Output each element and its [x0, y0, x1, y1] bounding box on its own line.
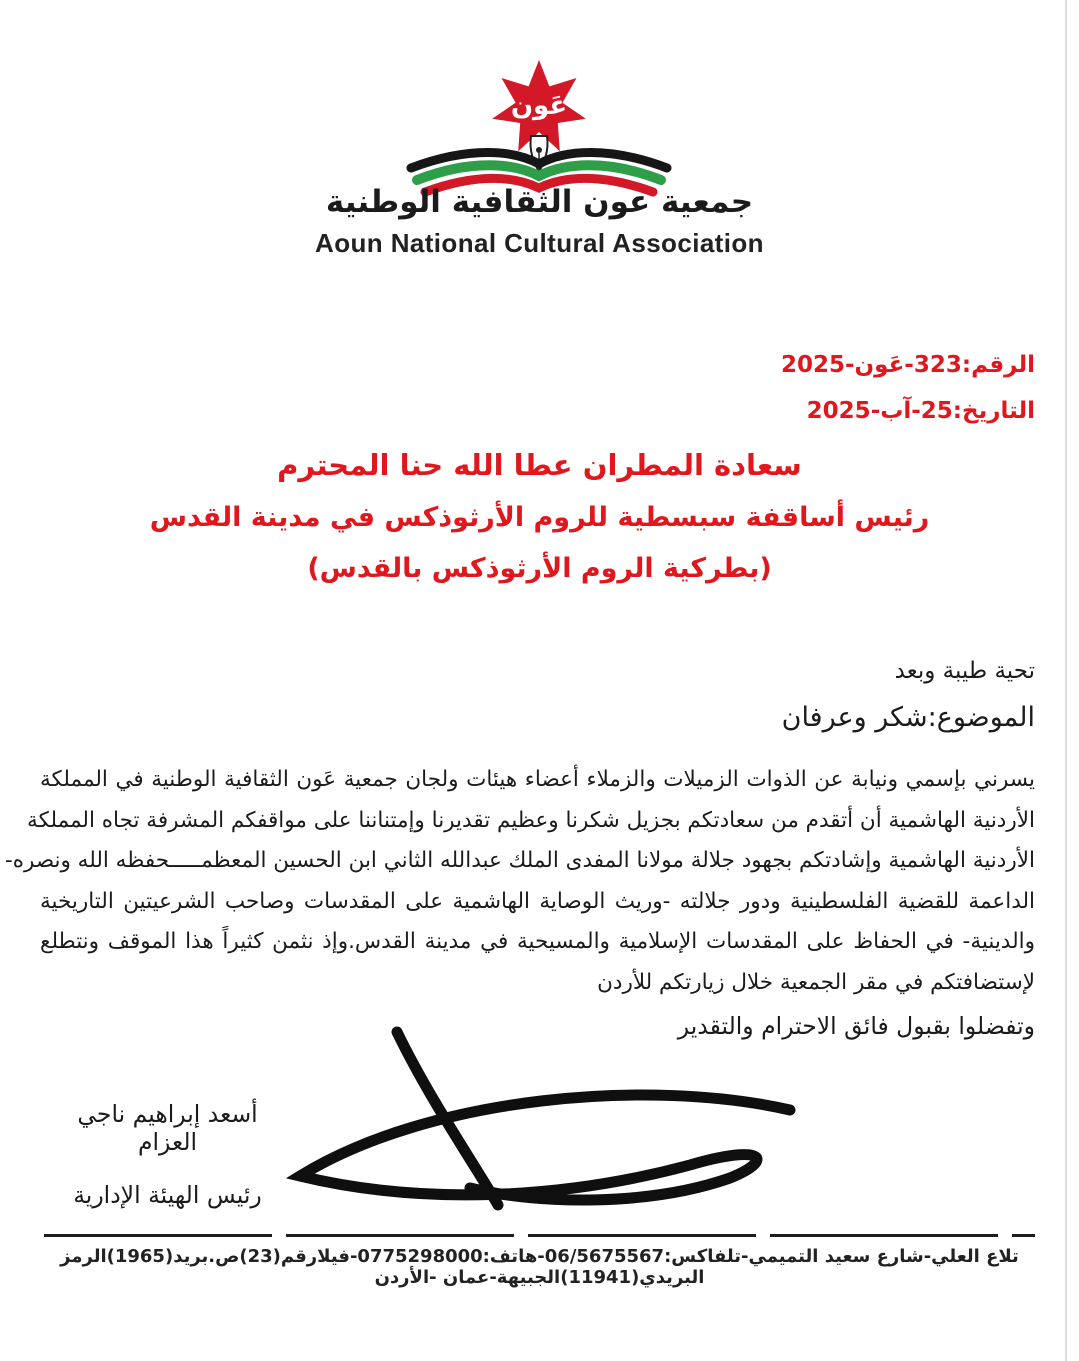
greeting-line: تحية طيبة وبعد [894, 658, 1035, 684]
body-line-4: الداعمة للقضية الفلسطينية ودور جلالته -وريث الوصاية الهاشمية على المقدسات وصاحب الشرعيتين التاريخية [40, 888, 1035, 914]
body-line-6: لإستضافتكم في مقر الجمعية خلال زيارتكم للأردن [597, 969, 1035, 995]
footer-address: تلاع العلي-شارع سعيد التميمي-تلفاكس:06/5675567-هاتف:0775298000-فيلارقم(23)ص.بريد(1965)الرمز البريدي(11941)الجبيهة-عمان -الأردن [60, 1246, 1019, 1288]
letter-body [4, 760, 1035, 1003]
subject-line: الموضوع:شكر وعرفان [781, 702, 1035, 733]
org-name-english: Aoun National Cultural Association [315, 228, 764, 258]
body-line-1: يسرني بإسمي ونيابة عن الذوات الزميلات والزملاء أعضاء هيئات ولجان جمعية عَون الثقافية الوطنية في المملكة [40, 767, 1035, 792]
recipient-org-line: (بطركية الروم الأرثوذكس بالقدس) [307, 553, 772, 584]
star-calligraphy-text: عَون [510, 91, 568, 121]
recipient-block [0, 448, 1079, 584]
letter-date: التاريخ:25-آب-2025 [806, 398, 1035, 424]
signer-name: أسعد إبراهيم ناجي العزام [77, 1100, 258, 1156]
signature-diagonal-stroke [397, 1032, 498, 1205]
body-line-3: الأردنية الهاشمية وإشادتكم بجهود جلالة مولانا المفدى الملك عبدالله الثاني ابن الحسين المعظمـــــحفظه الله ونصره- [4, 848, 1035, 873]
recipient-title-line: رئيس أساقفة سبسطية للروم الأرثوذكس في مدينة القدس [149, 502, 930, 533]
footer-divider [44, 1234, 1035, 1237]
body-line-5: والدينية- في الحفاظ على المقدسات الإسلامية والمسيحية في مدينة القدس.وإذ نثمن كثيراً هذا الموقف ونتطلع [40, 929, 1035, 954]
body-line-2: الأردنية الهاشمية أن أتقدم من سعادتكم بجزيل شكرنا وعظيم تقديرنا وإمتناننا على مواقفكم المشرفة تجاه المملكة [27, 807, 1035, 833]
signature-sweep-stroke [300, 1095, 790, 1200]
recipient-name-line: سعادة المطران عطا الله حنا المحترم [277, 448, 802, 482]
signer-block [45, 1100, 290, 1209]
reference-number: الرقم:323-عَون-2025 [780, 352, 1035, 378]
reference-block [781, 352, 1035, 444]
signer-title: رئيس الهيئة الإدارية [73, 1181, 262, 1209]
pen-nib-hole [536, 147, 542, 153]
org-name-arabic: جمعية عون الثقافية الوطنية [325, 184, 754, 220]
signature-scribble-icon [260, 1020, 820, 1220]
closing-line: وتفضلوا بقبول فائق الاحترام والتقدير [677, 1012, 1035, 1040]
